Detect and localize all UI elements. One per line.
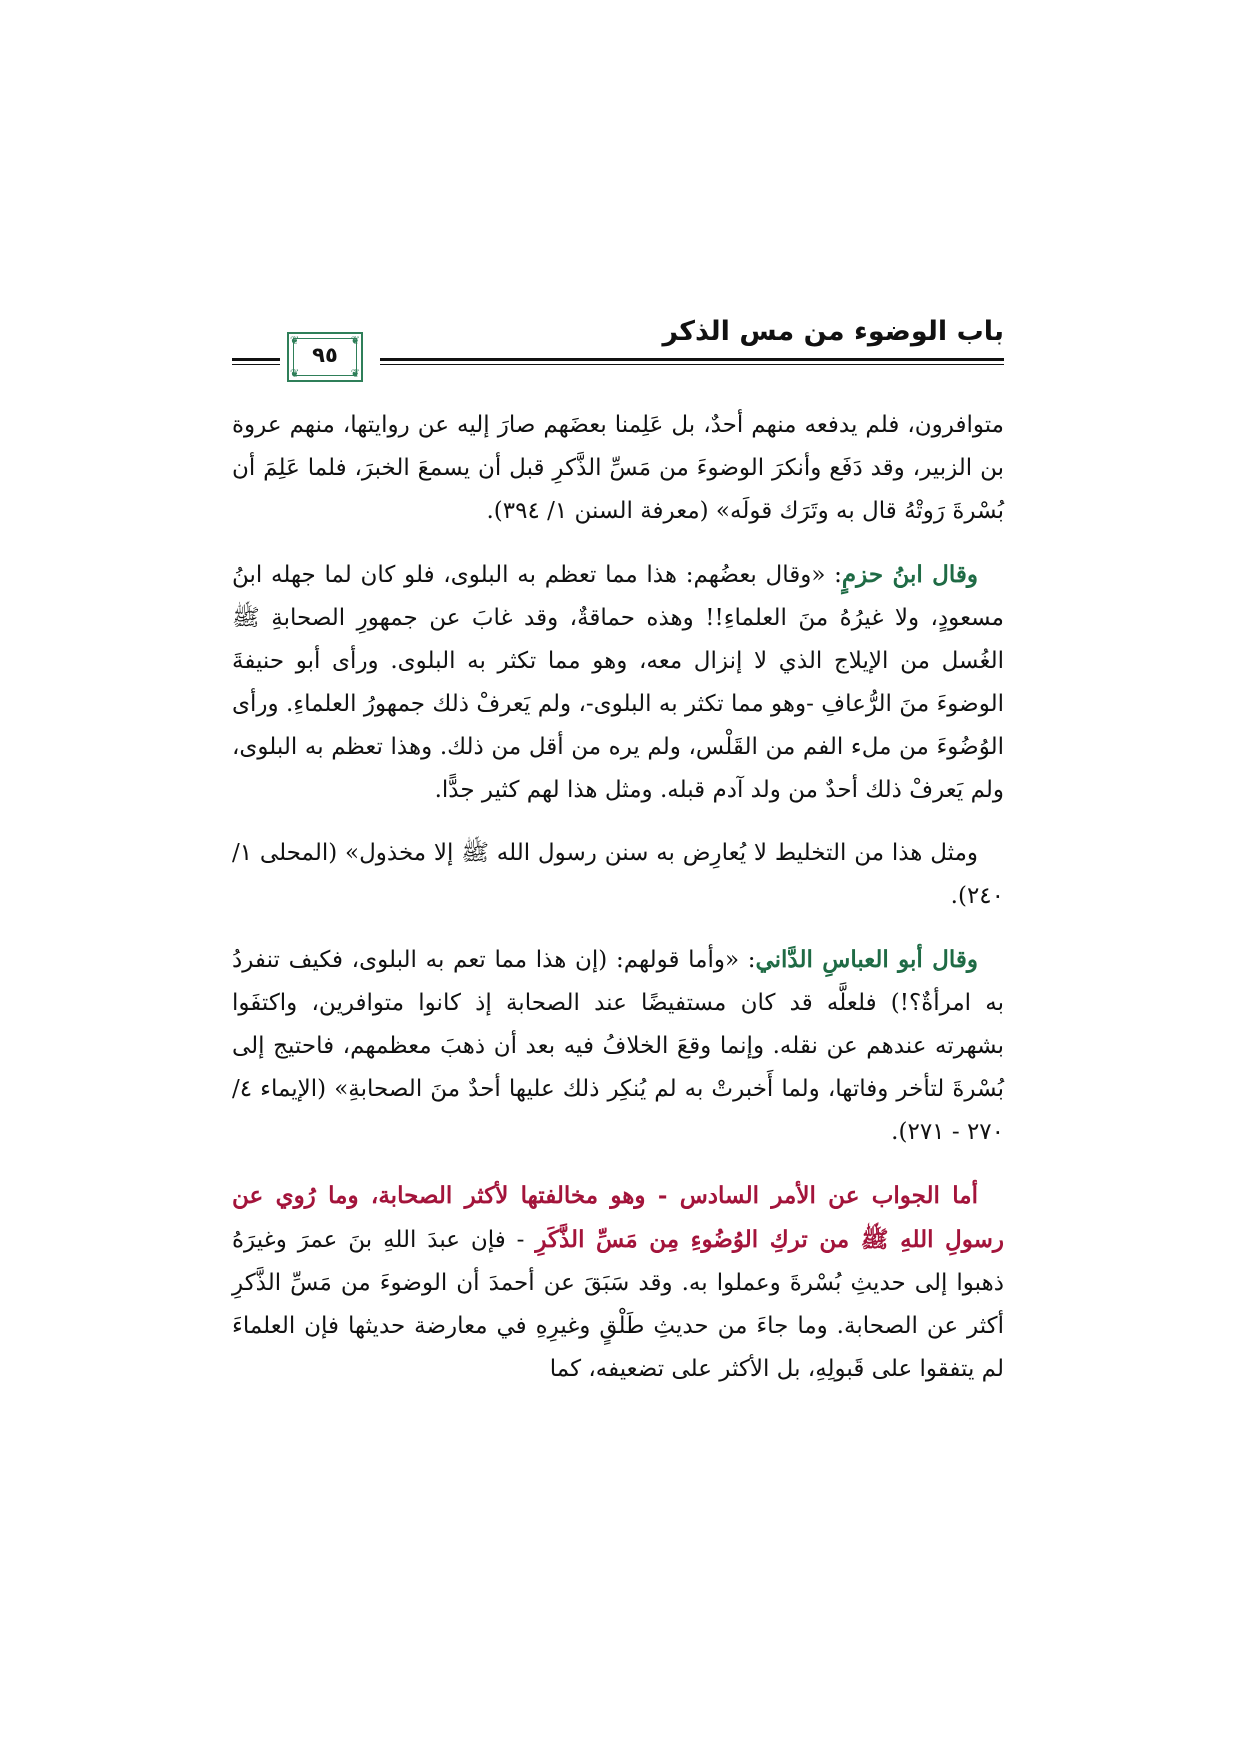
- body-text: [232, 404, 1004, 1411]
- page-number: ٩٥: [312, 343, 338, 367]
- quote-lead: وقال أبو العباسِ الدَّاني: [755, 946, 978, 973]
- header-rule-thin-right: [380, 364, 1004, 365]
- paragraph-text: : «وقال بعضُهم: هذا مما تعظم به البلوى، فلو كان لما جهله ابنُ مسعودٍ، ولا غيرُهُ منَ العلماءِ!! وهذه حماقةٌ، وقد غابَ عن جمهورِ الصحابةِ ﷺ الغُسل من الإيلاج الذي لا إنزال معه، وهو مما تكثر به البلوى. ورأى أبو حنيفةَ الوضوءَ منَ الرُّعافِ -وهو مما تكثر به البلوى-، ولم يَعرفْ ذلك جمهورُ العلماءِ. ورأى الوُضُوءَ من ملء الفم من القَلْس، ولم يره من أقل من ذلك. وهذا تعظم به البلوى، ولم يَعرفْ ذلك أحدٌ من ولد آدم قبله. ومثل هذا لهم كثير جدًّا.: [232, 562, 1004, 803]
- paragraph: [232, 553, 1004, 812]
- paragraph: [232, 1174, 1004, 1391]
- header-rule-thick-left: [232, 358, 280, 361]
- paragraph-text: ومثل هذا من التخليط لا يُعارِض به سنن رسول الله ﷺ إلا مخذول» (المحلى ١/ ٢٤٠).: [232, 840, 1004, 909]
- page-header: [232, 316, 1004, 394]
- paragraph-text: : «وأما قولهم: (إن هذا مما تعم به البلوى، فكيف تنفردُ به امرأةٌ؟!) فلعلَّه قد كان مستفيضًا عند الصحابة إذ كانوا متوافرين، واكتفَوا بشهرته عندهم عن نقله. وإنما وقعَ الخلافُ فيه بعد أن ذهبَ معظمهم، فاحتيج إلى بُسْرةَ لتأخر وفاتها، ولما أَخبرتْ به لم يُنكِر ذلك عليها أحدٌ منَ الصحابةِ» (الإيماء ٤/ ٢٧٠ - ٢٧١).: [232, 947, 1004, 1145]
- header-rule-thin-left: [232, 364, 280, 365]
- header-rule-thick-right: [380, 358, 1004, 361]
- section-heading-highlight: أما الجواب عن الأمر السادس - وهو مخالفتها لأكثر الصحابة، وما رُوي عن رسولِ اللهِ ﷺ من تركِ الوُضُوءِ مِن مَسِّ الذَّكَرِ: [232, 1182, 1005, 1253]
- corner-ornament-icon: ❦: [350, 334, 360, 347]
- page-number-frame: [287, 332, 363, 382]
- corner-ornament-icon: ❦: [290, 334, 300, 347]
- quote-lead: وقال ابنُ حزمٍ: [841, 561, 978, 588]
- paragraph-text: - فإن عبدَ اللهِ بنَ عمرَ وغيرَهُ ذهبوا إلى حديثِ بُسْرةَ وعملوا به. وقد سَبَقَ عن أحمدَ أن الوضوءَ من مَسِّ الذَّكرِ أكثر عن الصحابة. وما جاءَ من حديثِ طَلْقٍ وغيرِهِ في معارضة حديثها فإن العلماءَ لم يتفقوا على قَبولِهِ، بل الأكثر على تضعيفه، كما: [232, 1227, 1004, 1382]
- paragraph: [232, 404, 1004, 533]
- chapter-title: باب الوضوء من مس الذكر: [662, 316, 1004, 347]
- paragraph: [232, 938, 1004, 1154]
- paragraph-text: متوافرون، فلم يدفعه منهم أحدٌ، بل عَلِمنا بعضَهم صارَ إليه عن روايتها، منهم عروة بن الزبير، وقد دَفَع وأنكرَ الوضوءَ من مَسِّ الذَّكرِ قبل أن يسمعَ الخبرَ، فلما عَلِمَ أن بُسْرةَ رَوتْهُ قال به وتَرَك قولَه» (معرفة السنن ١/ ٣٩٤).: [232, 412, 1004, 524]
- corner-ornament-icon: ❦: [290, 367, 300, 380]
- paragraph: [232, 832, 1004, 918]
- corner-ornament-icon: ❦: [350, 367, 360, 380]
